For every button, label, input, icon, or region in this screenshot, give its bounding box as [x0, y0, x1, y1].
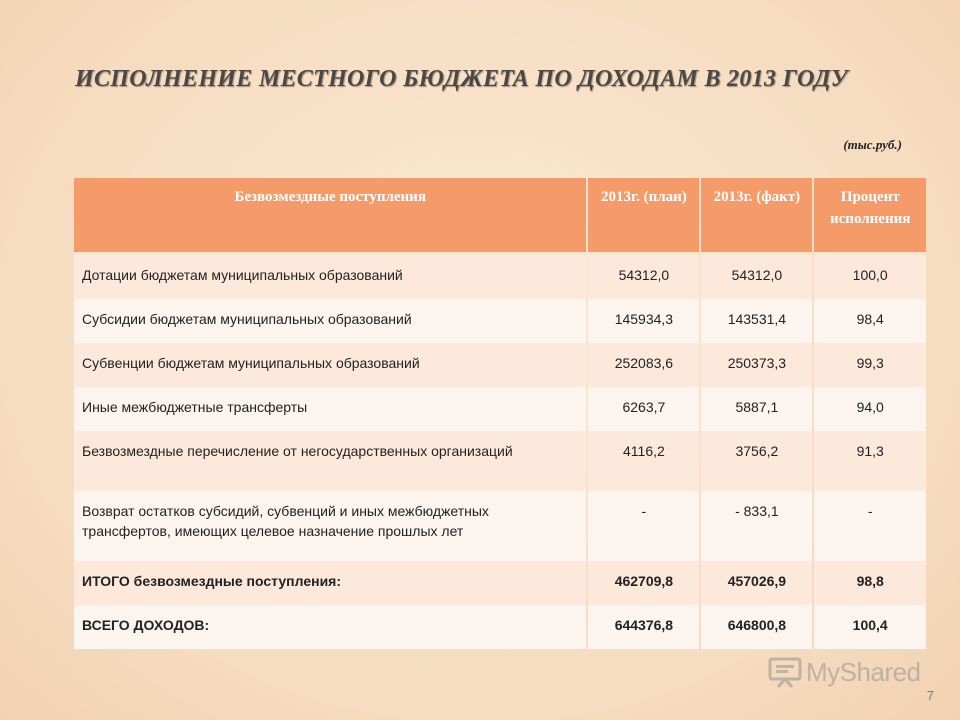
- row-percent: 98,8: [814, 561, 926, 605]
- row-name: Субвенции бюджетам муниципальных образований: [74, 343, 586, 387]
- table-row: [74, 299, 926, 343]
- table-row: [74, 387, 926, 431]
- row-percent: 98,4: [814, 299, 926, 343]
- page-number: 7: [926, 688, 934, 703]
- watermark: [768, 656, 921, 688]
- row-plan: 6263,7: [588, 387, 699, 431]
- slide-title: ИСПОЛНЕНИЕ МЕСТНОГО БЮДЖЕТА ПО ДОХОДАМ В 2013 ГОДУ: [75, 66, 848, 92]
- table-header-row: [74, 178, 926, 255]
- header-fact: 2013г. (факт): [701, 178, 812, 255]
- row-fact: 3756,2: [701, 431, 812, 491]
- row-fact: - 833,1: [701, 491, 812, 561]
- row-fact: 143531,4: [701, 299, 812, 343]
- row-plan: 252083,6: [588, 343, 699, 387]
- table-row-grand-total: [74, 605, 926, 649]
- table-row: [74, 343, 926, 387]
- row-percent: -: [814, 491, 926, 561]
- row-plan: 462709,8: [588, 561, 699, 605]
- row-name: ВСЕГО ДОХОДОВ:: [74, 605, 586, 649]
- row-percent: 100,4: [814, 605, 926, 649]
- table-row-total: [74, 561, 926, 605]
- row-name: Иные межбюджетные трансферты: [74, 387, 586, 431]
- table-row: [74, 431, 926, 491]
- watermark-text: MyShared: [806, 656, 921, 687]
- row-fact: 250373,3: [701, 343, 812, 387]
- table-row: [74, 491, 926, 561]
- row-fact: 457026,9: [701, 561, 812, 605]
- row-plan: 145934,3: [588, 299, 699, 343]
- row-name: ИТОГО безвозмездные поступления:: [74, 561, 586, 605]
- row-plan: -: [588, 491, 699, 561]
- budget-table: [72, 178, 928, 649]
- header-name: Безвозмездные поступления: [74, 178, 586, 255]
- header-percent: Процент исполнения: [814, 178, 926, 255]
- row-plan: 4116,2: [588, 431, 699, 491]
- row-fact: 646800,8: [701, 605, 812, 649]
- row-fact: 5887,1: [701, 387, 812, 431]
- row-percent: 100,0: [814, 255, 926, 299]
- row-name: Возврат остатков субсидий, субвенций и иных межбюджетных трансфертов, имеющих целевое назначение прошлых лет: [74, 491, 586, 561]
- header-plan: 2013г. (план): [588, 178, 699, 255]
- row-percent: 94,0: [814, 387, 926, 431]
- row-name: Субсидии бюджетам муниципальных образований: [74, 299, 586, 343]
- row-plan: 644376,8: [588, 605, 699, 649]
- row-plan: 54312,0: [588, 255, 699, 299]
- row-name: Дотации бюджетам муниципальных образований: [74, 255, 586, 299]
- presentation-board-icon: [768, 656, 802, 688]
- row-percent: 99,3: [814, 343, 926, 387]
- units-label: (тыс.руб.): [843, 137, 902, 152]
- row-fact: 54312,0: [701, 255, 812, 299]
- row-percent: 91,3: [814, 431, 926, 491]
- row-name: Безвозмездные перечисление от негосударственных организаций: [74, 431, 586, 491]
- table-row: [74, 255, 926, 299]
